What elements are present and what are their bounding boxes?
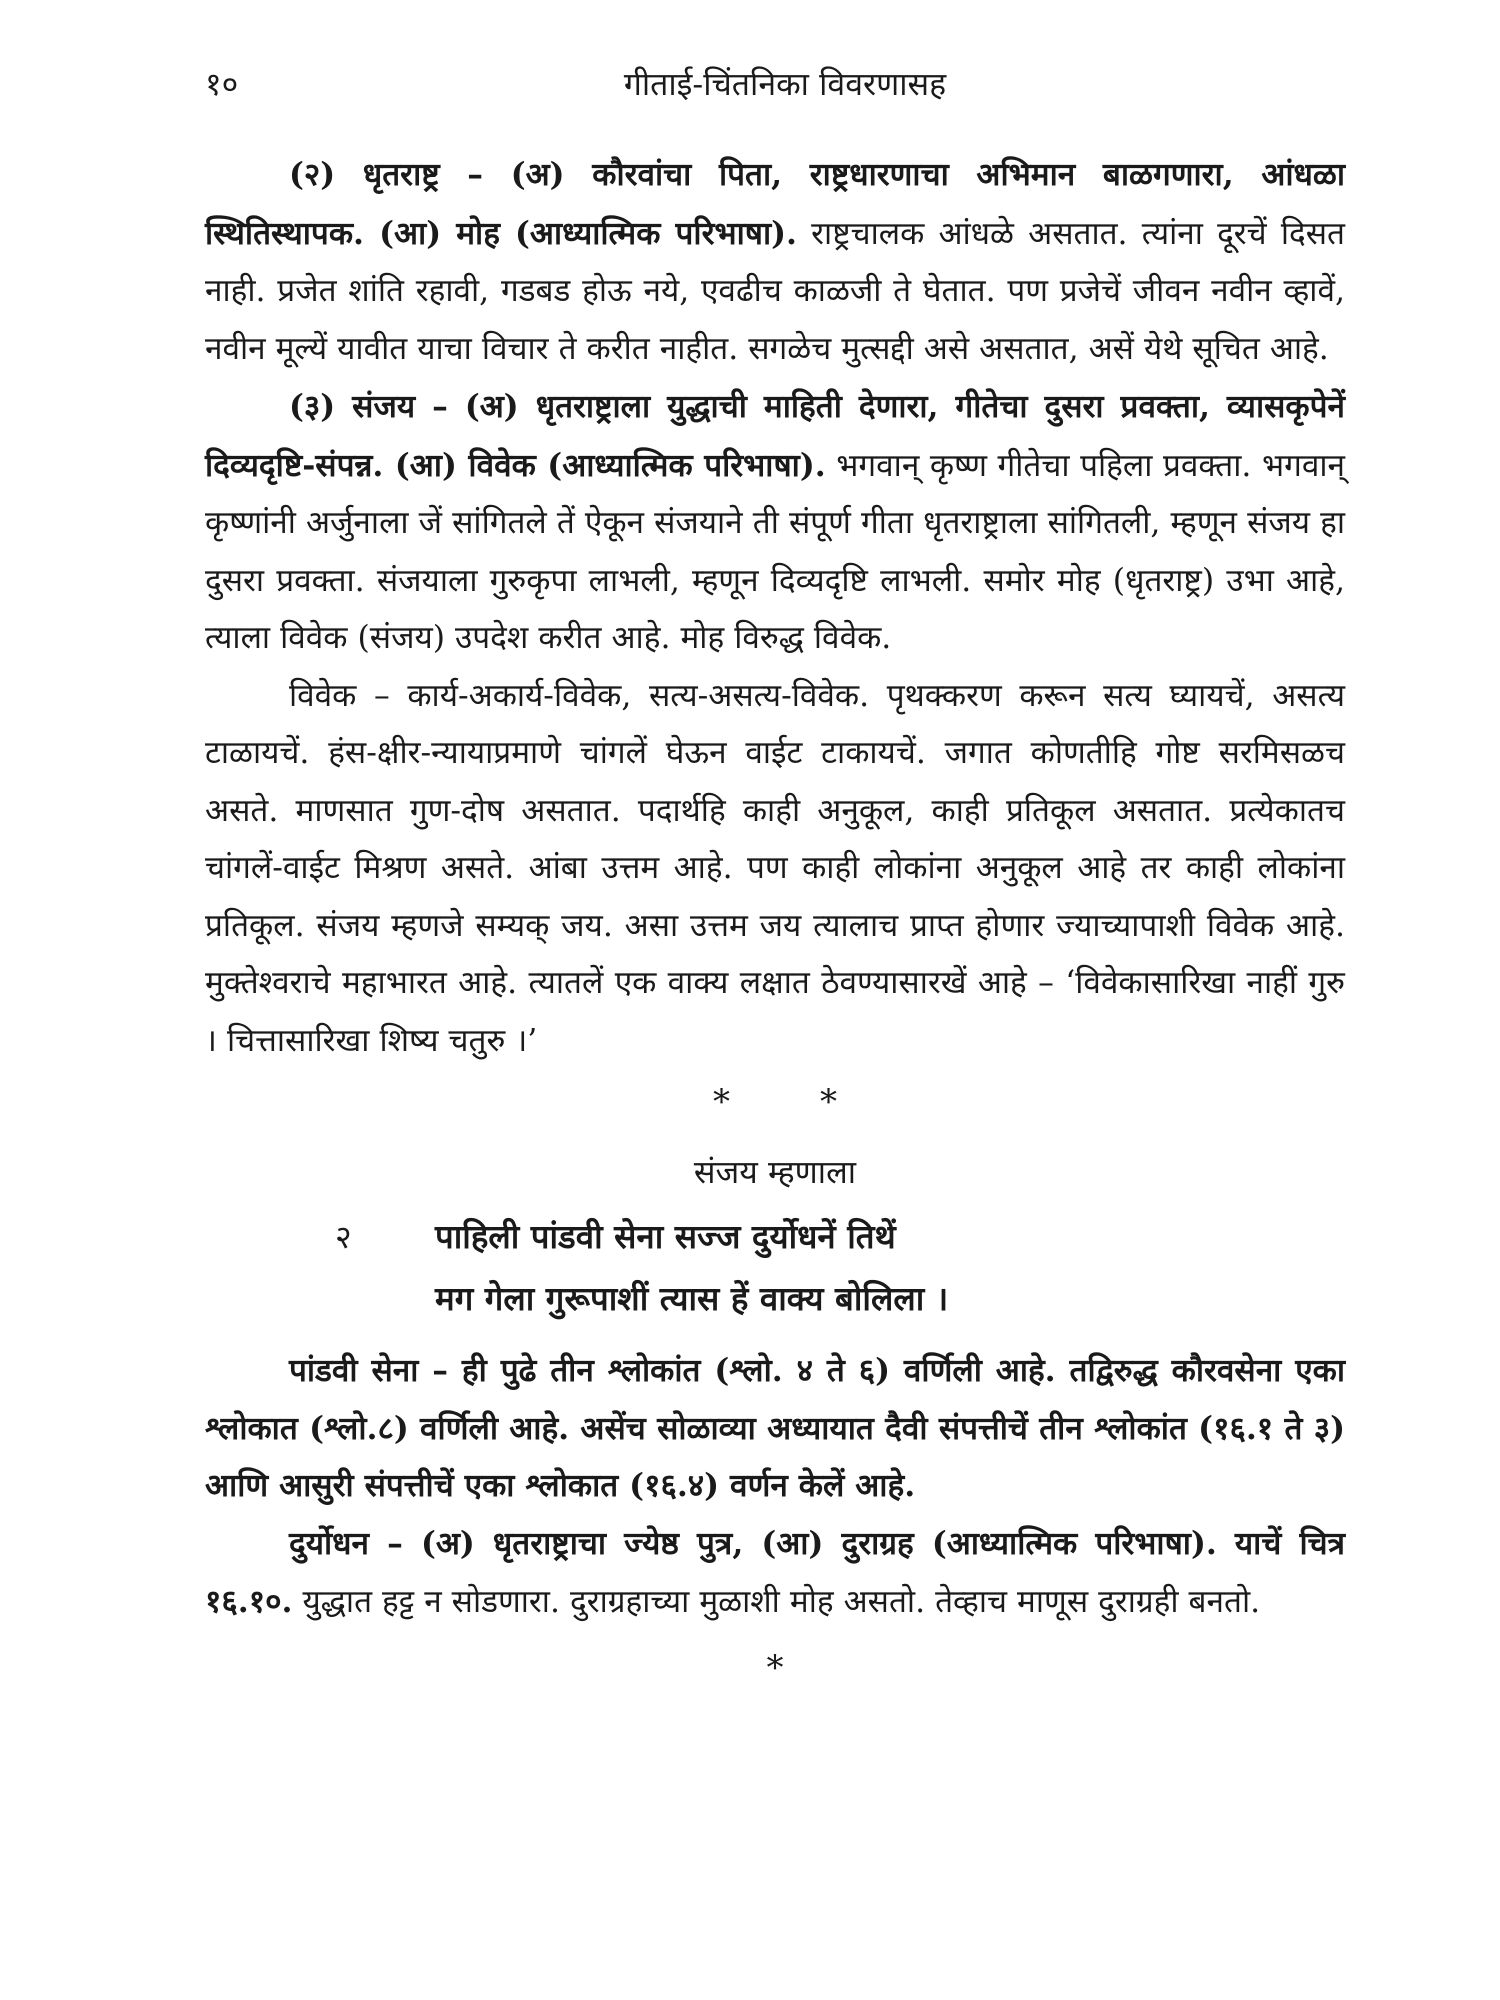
sanjay-explanation: भगवान् कृष्ण गीतेचा पहिला प्रवक्ता. भगवान् कृष्णांनी अर्जुनाला जें सांगितले तें ऐकून संजयाने ती संपूर्ण गीता धृतराष्ट्राला सांगितली, म्हणून संजय हा दुसरा प्रवक्ता. संजयाला गुरुकृपा लाभली, म्हणून दिव्यदृष्टि लाभली. समोर मोह (धृतराष्ट्र) उभा आहे, त्याला विवेक (संजय) उपदेश करीत आहे. मोह विरुद्ध विवेक.	[205, 447, 1345, 656]
verse-number: २	[335, 1218, 352, 1256]
verse-block	[205, 1206, 1345, 1330]
closing-star: *	[766, 1647, 784, 1688]
paragraph-pandavi-sena: पांडवी सेना – ही पुढे तीन श्लोकांत (श्लो. ४ ते ६) वर्णिली आहे. तद्विरुद्ध कौरवसेना एका श्लोकात (श्लो.८) वर्णिली आहे. असेंच सोळाव्या अध्यायात दैवी संपत्तीचें तीन श्लोकांत (१६.१ ते ३) आणि आसुरी संपत्तीचें एका श्लोकात (१६.४) वर्णन केलें आहे.	[205, 1352, 1345, 1504]
paragraph-duryodhan	[205, 1515, 1345, 1632]
section-heading: संजय म्हणाला	[693, 1153, 857, 1191]
duryodhan-definition: दुर्योधन – (अ) धृतराष्ट्राचा ज्येष्ठ पुत्र, (आ) दुराग्रह (आध्यात्मिक परिभाषा). याचें चित्र १६.१०.	[205, 1524, 1345, 1620]
separator-star-right: *	[820, 1082, 837, 1122]
section-separator	[205, 1074, 1345, 1130]
duryodhan-explanation: युद्धात हट्ट न सोडणारा. दुराग्रहाच्या मुळाशी मोह असतो. तेव्हाच माणूस दुराग्रही बनतो.	[292, 1584, 1261, 1620]
verse-line-1: पाहिली पांडवी सेना सज्ज दुर्योधनें तिथें	[435, 1217, 896, 1256]
paragraph-vivek: विवेक – कार्य-अकार्य-विवेक, सत्य-असत्य-विवेक. पृथक्करण करून सत्य घ्यायचें, असत्य टाळायचें. हंस-क्षीर-न्यायाप्रमाणे चांगलें घेऊन वाईट टाकायचें. जगात कोणतीहि गोष्ट सरमिसळच असते. माणसात गुण-दोष असतात. पदार्थहि काही अनुकूल, काही प्रतिकूल असतात. प्रत्येकातच चांगलें-वाईट मिश्रण असते. आंबा उत्तम आहे. पण काही लोकांना अनुकूल आहे तर काही लोकांना प्रतिकूल. संजय म्हणजे सम्यक् जय. असा उत्तम जय त्यालाच प्राप्त होणार ज्याच्यापाशी विवेक आहे. मुक्तेश्वराचे महाभारत आहे. त्यातलें एक वाक्य लक्षात ठेवण्यासारखें आहे – ‘विवेकासारिखा नाहीं गुरु । चित्तासारिखा शिष्य चतुरु ।’	[205, 677, 1346, 1059]
page-number: १०	[205, 65, 239, 103]
dhritarashtra-explanation: राष्ट्रचालक आंधळे असतात. त्यांना दूरचें दिसत नाही. प्रजेत शांति रहावी, गडबड होऊ नये, एवढीच काळजी ते घेतात. पण प्रजेचें जीवन नवीन व्हावें, नवीन मूल्यें यावीत याचा विचार ते करीत नाहीत. सगळेच मुत्सद्दी असे असतात, असें येथे सूचित आहे.	[205, 215, 1345, 367]
running-head	[205, 52, 1345, 116]
page-content	[205, 146, 1345, 1696]
paragraph-dhritarashtra	[205, 146, 1345, 378]
paragraph-sanjay	[205, 378, 1345, 668]
running-title: गीताई-चिंतनिका विवरणासह	[623, 65, 947, 103]
verse-line-2: मग गेला गुरूपाशीं त्यास हें वाक्य बोलिला ।	[435, 1279, 949, 1318]
sanjay-definition: (३) संजय – (अ) धृतराष्ट्राला युद्धाची माहिती देणारा, गीतेचा दुसरा प्रवक्ता, व्यासकृपेनें दिव्यदृष्टि-संपन्न. (आ) विवेक (आध्यात्मिक परिभाषा).	[205, 388, 1345, 484]
dhritarashtra-definition: – (अ) कौरवांचा पिता, राष्ट्रधारणाचा अभिमान बाळगणारा, आंधळा स्थितिस्थापक. (आ) मोह (आध्यात्मिक परिभाषा).	[205, 156, 1345, 252]
dhritarashtra-lead: (२) धृतराष्ट्र	[289, 156, 440, 193]
separator-star-left: *	[713, 1082, 730, 1122]
